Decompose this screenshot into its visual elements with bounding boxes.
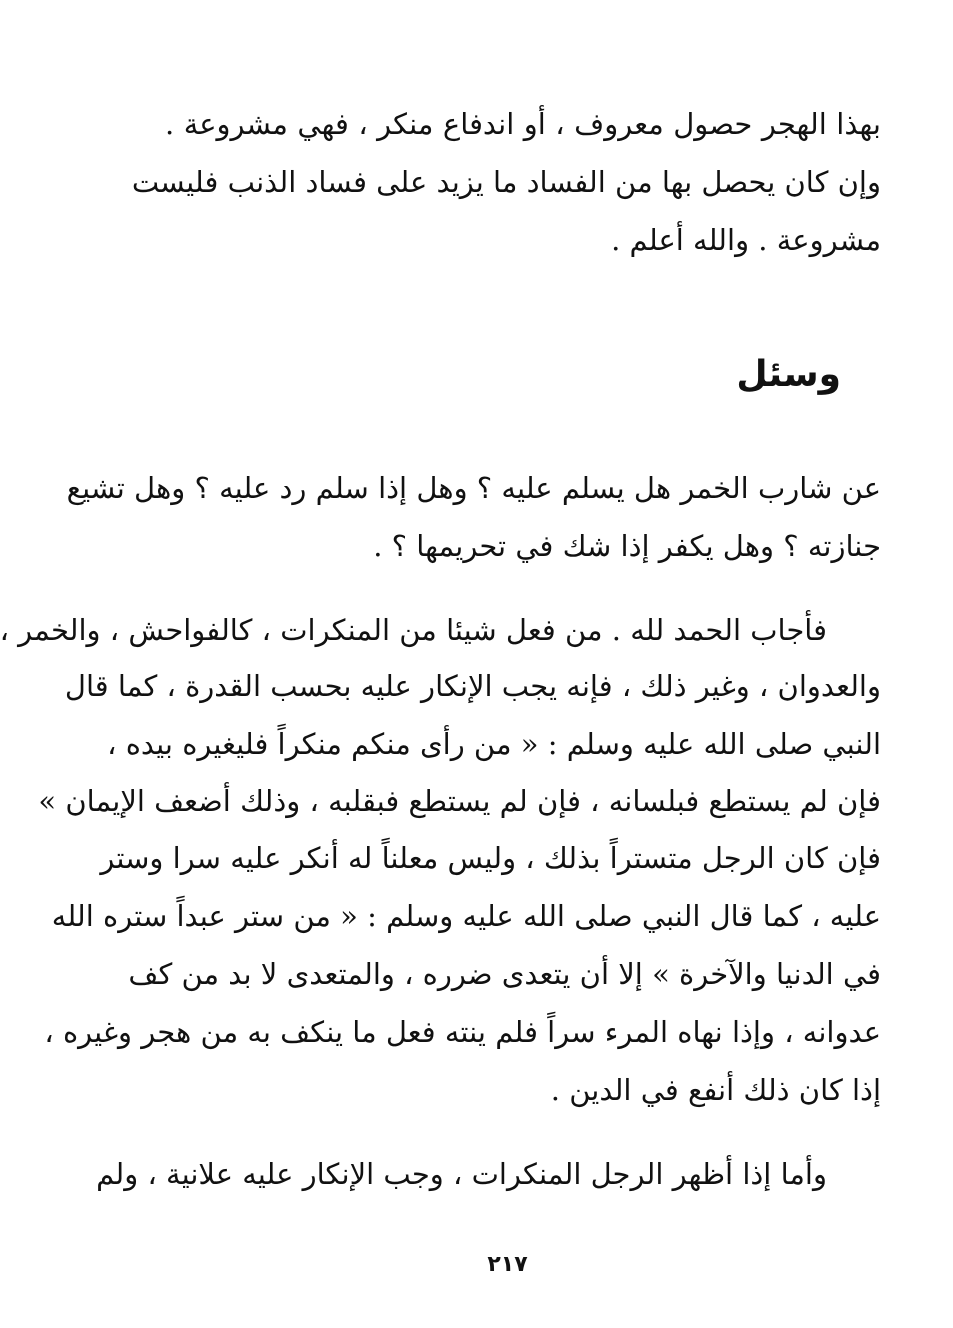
- answer-line-8: عدوانه ، وإذا نهاه المرء سراً فلم ينته فعل ما ينكف به من هجر وغيره ،: [44, 1015, 881, 1049]
- section-heading: وسئل: [736, 354, 841, 395]
- answer-line-2: والعدوان ، وغير ذلك ، فإنه يجب الإنكار عليه بحسب القدرة ، كما قال: [64, 669, 881, 703]
- answer-line-6: عليه ، كما قال النبي صلى الله عليه وسلم : « من ستر عبداً ستره الله: [51, 899, 881, 933]
- answer-line-3: النبي صلى الله عليه وسلم : « من رأى منكم منكراً فليغيره بيده ،: [107, 727, 881, 761]
- page-number: ٢١٧: [487, 1252, 528, 1277]
- answer-line-5: فإن كان الرجل متستراً بذلك ، وليس معلناً له أنكر عليه سرا وستر: [100, 841, 881, 875]
- answer-line-7: في الدنيا والآخرة » إلا أن يتعدى ضرره ، والمتعدى لا بد من كف: [128, 957, 881, 991]
- question-line-2: جنازته ؟ وهل يكفر إذا شك في تحريمها ؟ .: [373, 529, 881, 563]
- paragraph-1-line-1: بهذا الهجر حصول معروف ، أو اندفاع منكر ، فهي مشروعة .: [165, 107, 881, 141]
- answer-line-1: فأجاب الحمد لله . من فعل شيئا من المنكرات ، كالفواحش ، والخمر ،: [0, 613, 827, 647]
- last-paragraph-line-1: وأما إذا أظهر الرجل المنكرات ، وجب الإنكار عليه علانية ، ولم: [96, 1157, 827, 1191]
- answer-line-4: فإن لم يستطع فبلسانه ، فإن لم يستطع فبقلبه ، وذلك أضعف الإيمان »: [38, 784, 881, 818]
- answer-line-9: إذا كان ذلك أنفع في الدين .: [550, 1073, 881, 1107]
- question-line-1: عن شارب الخمر هل يسلم عليه ؟ وهل إذا سلم رد عليه ؟ وهل تشيع: [66, 471, 881, 505]
- paragraph-1-line-3: مشروعة . والله أعلم .: [611, 223, 881, 257]
- paragraph-1-line-2: وإن كان يحصل بها من الفساد ما يزيد على فساد الذنب فليست: [131, 165, 881, 199]
